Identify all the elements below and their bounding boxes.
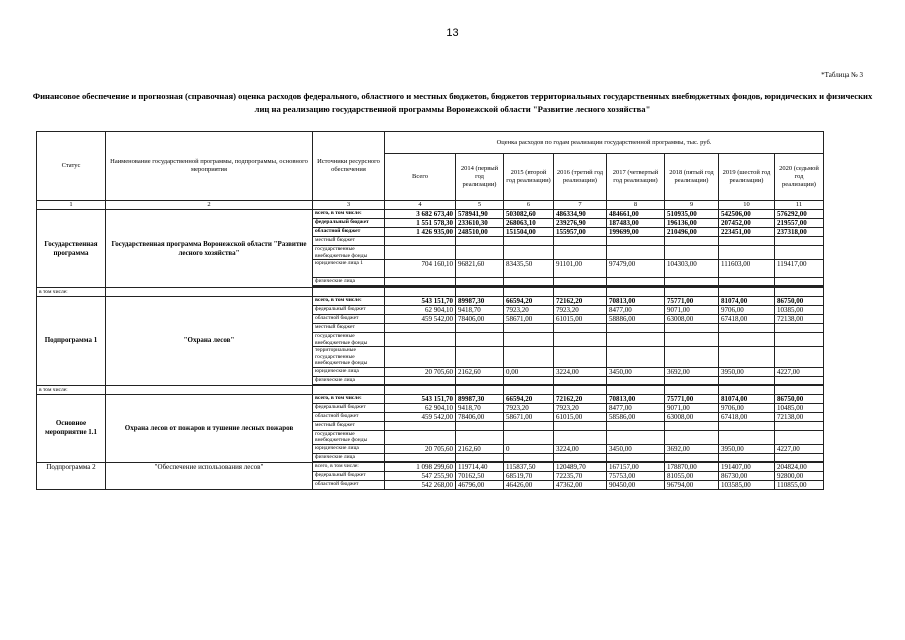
column-number-row [37,201,824,210]
source-label: государственные внебюджетные фонды [313,246,385,260]
budget-table [36,131,824,490]
value-cell: 89987,30 [456,394,504,403]
value-cell: 1 551 578,30 [385,219,456,228]
source-label: местный бюджет [313,324,385,333]
value-cell: 233610,30 [456,219,504,228]
value-cell: 543 151,70 [385,394,456,403]
source-label: всего, в том числе: [313,210,385,219]
column-number: 1 [37,201,106,210]
value-cell: 9071,00 [665,306,719,315]
table-reference: *Таблица № 3 [821,71,863,79]
column-number: 6 [504,201,554,210]
value-cell: 86730,00 [719,471,775,480]
value-cell: 104303,00 [665,260,719,278]
value-cell: 210496,00 [665,228,719,237]
source-label: физические лица [313,376,385,384]
value-cell: 248510,00 [456,228,504,237]
value-cell: 237318,00 [775,228,824,237]
header-name: Наименование государственной программы, подпрограммы, основного мероприятия [106,132,313,201]
in-that-number-label: в том числе: [37,288,106,297]
sub1-status: Подпрограмма 1 [37,297,106,386]
value-cell: 167157,00 [607,462,665,471]
value-cell: 68519,70 [504,471,554,480]
value-cell: 199699,00 [607,228,665,237]
page-number: 13 [446,27,459,39]
value-cell: 8477,00 [607,403,665,412]
program-name: Государственная программа Воронежской области "Развитие лесного хозяйства" [106,210,313,288]
source-label: местный бюджет [313,421,385,430]
value-cell: 120489,70 [554,462,607,471]
value-cell: 4227,00 [775,367,824,376]
value-cell: 578941,90 [456,210,504,219]
value-cell: 704 160,10 [385,260,456,278]
source-label: областной бюджет [313,315,385,324]
value-cell: 1 426 935,00 [385,228,456,237]
column-number: 10 [719,201,775,210]
value-cell: 90450,00 [607,480,665,489]
value-cell: 484661,00 [607,210,665,219]
program-status: Государственная программа [37,210,106,288]
column-number: 8 [607,201,665,210]
value-cell: 115837,50 [504,462,554,471]
value-cell: 58886,00 [607,315,665,324]
column-number: 2 [106,201,313,210]
value-cell: 191407,00 [719,462,775,471]
value-cell: 486334,90 [554,210,607,219]
value-cell: 7923,20 [504,403,554,412]
value-cell: 58671,00 [504,315,554,324]
value-cell: 75771,00 [665,394,719,403]
header-year: 2018 (пятый год реализации) [665,154,719,201]
value-cell: 1 098 299,60 [385,462,456,471]
value-cell: 70162,50 [456,471,504,480]
value-cell: 9418,70 [456,306,504,315]
main1-status: Основное мероприятие 1.1 [37,394,106,462]
value-cell: 20 705,60 [385,367,456,376]
value-cell: 10485,00 [775,403,824,412]
document-title: Финансовое обеспечение и прогнозная (справочная) оценка расходов федерального, областного и местных бюджетов, бюджетов территориальных государственных внебюджетных фондов, юридических и физических лиц на реализацию государственной программы Воронежской области "Развитие лесного хозяйства" [32,91,873,114]
column-number: 7 [554,201,607,210]
value-cell: 81074,00 [719,297,775,306]
value-cell: 155957,00 [554,228,607,237]
value-cell: 9418,70 [456,403,504,412]
sub1-name: "Охрана лесов" [106,297,313,386]
value-cell: 196136,00 [665,219,719,228]
value-cell: 86750,00 [775,297,824,306]
value-cell: 3950,00 [719,367,775,376]
header-status: Статус [37,132,106,201]
value-cell: 62 904,10 [385,403,456,412]
value-cell: 46796,00 [456,480,504,489]
header-year: 2020 (седьмой год реализации) [775,154,824,201]
value-cell: 9706,00 [719,306,775,315]
value-cell: 72235,70 [554,471,607,480]
value-cell: 2162,60 [456,367,504,376]
value-cell: 4227,00 [775,444,824,453]
value-cell: 110855,00 [775,480,824,489]
value-cell: 75771,00 [665,297,719,306]
value-cell: 543 151,70 [385,297,456,306]
value-cell: 62 904,10 [385,306,456,315]
value-cell: 3692,00 [665,444,719,453]
source-label: областной бюджет [313,480,385,489]
column-number: 11 [775,201,824,210]
sub2-status: Подпрограмма 2 [37,462,106,489]
value-cell: 542506,00 [719,210,775,219]
in-that-number-label: в том числе: [37,385,106,394]
source-label: государственные внебюджетные фонды [313,430,385,444]
value-cell: 223451,00 [719,228,775,237]
source-label: областной бюджет [313,412,385,421]
value-cell: 58671,00 [504,412,554,421]
value-cell: 61015,00 [554,412,607,421]
value-cell: 178870,00 [665,462,719,471]
source-label: областной бюджет [313,228,385,237]
value-cell: 459 542,00 [385,315,456,324]
source-label: физические лица [313,278,385,286]
value-cell: 72162,20 [554,394,607,403]
value-cell: 96794,00 [665,480,719,489]
value-cell: 66594,20 [504,394,554,403]
value-cell: 20 705,60 [385,444,456,453]
source-label: юридические лица 1 [313,260,385,278]
header-year: 2016 (третий год реализации) [554,154,607,201]
value-cell: 219557,00 [775,219,824,228]
value-cell: 2162,60 [456,444,504,453]
header-year: 2015 (второй год реализации) [504,154,554,201]
sub2-name: "Обеспечение использования лесов" [106,462,313,489]
value-cell: 58586,00 [607,412,665,421]
value-cell: 576292,00 [775,210,824,219]
source-label: государственные внебюджетные фонды [313,333,385,347]
value-cell: 81074,00 [719,394,775,403]
value-cell: 7923,20 [554,403,607,412]
value-cell: 9706,00 [719,403,775,412]
value-cell: 0 [504,444,554,453]
value-cell: 510935,00 [665,210,719,219]
column-number: 4 [385,201,456,210]
value-cell: 119417,00 [775,260,824,278]
header-year: 2017 (четвертый год реализации) [607,154,665,201]
value-cell: 187483,00 [607,219,665,228]
source-label: всего, в том числе: [313,394,385,403]
value-cell: 97479,00 [607,260,665,278]
source-label: всего, в том числе: [313,462,385,471]
value-cell: 268063,10 [504,219,554,228]
value-cell: 3224,00 [554,367,607,376]
value-cell: 78406,00 [456,412,504,421]
value-cell: 103585,00 [719,480,775,489]
value-cell: 542 268,00 [385,480,456,489]
value-cell: 67418,00 [719,315,775,324]
value-cell: 72138,00 [775,315,824,324]
value-cell: 7923,20 [554,306,607,315]
value-cell: 83435,50 [504,260,554,278]
value-cell: 547 255,90 [385,471,456,480]
value-cell: 63008,00 [665,412,719,421]
value-cell: 92800,00 [775,471,824,480]
value-cell: 66594,20 [504,297,554,306]
source-label: всего, в том числе: [313,297,385,306]
value-cell: 81055,00 [665,471,719,480]
value-cell: 96821,60 [456,260,504,278]
source-label: юридические лица [313,444,385,453]
value-cell: 91101,00 [554,260,607,278]
value-cell: 204824,00 [775,462,824,471]
column-number: 9 [665,201,719,210]
source-label: территориальные государственные внебюджетные фонды [313,347,385,368]
value-cell: 503082,60 [504,210,554,219]
value-cell: 75753,00 [607,471,665,480]
source-label: федеральный бюджет [313,219,385,228]
value-cell: 70813,00 [607,394,665,403]
value-cell: 72162,20 [554,297,607,306]
value-cell: 3950,00 [719,444,775,453]
value-cell: 459 542,00 [385,412,456,421]
value-cell: 70813,00 [607,297,665,306]
source-label: физические лица [313,453,385,461]
value-cell: 8477,00 [607,306,665,315]
value-cell: 3450,00 [607,444,665,453]
value-cell: 239276,90 [554,219,607,228]
value-cell: 3224,00 [554,444,607,453]
source-label: федеральный бюджет [313,403,385,412]
value-cell: 78406,00 [456,315,504,324]
header-estimate: Оценка расходов по годам реализации государственной программы, тыс. руб. [385,132,824,154]
value-cell: 3692,00 [665,367,719,376]
value-cell: 47362,00 [554,480,607,489]
header-year: 2019 (шестой год реализации) [719,154,775,201]
value-cell: 10385,00 [775,306,824,315]
source-label: местный бюджет [313,237,385,246]
value-cell: 151504,00 [504,228,554,237]
source-label: федеральный бюджет [313,471,385,480]
column-number: 3 [313,201,385,210]
value-cell: 67418,00 [719,412,775,421]
value-cell: 61015,00 [554,315,607,324]
value-cell: 9071,00 [665,403,719,412]
header-sources: Источники ресурсного обеспечения [313,132,385,201]
value-cell: 46426,00 [504,480,554,489]
value-cell: 86750,00 [775,394,824,403]
value-cell: 207452,00 [719,219,775,228]
header-year: 2014 (первый год реализации) [456,154,504,201]
source-label: юридические лица [313,367,385,376]
value-cell: 72138,00 [775,412,824,421]
value-cell: 7923,20 [504,306,554,315]
value-cell: 3 682 673,40 [385,210,456,219]
column-number: 5 [456,201,504,210]
value-cell: 63008,00 [665,315,719,324]
header-total: Всего [385,154,456,201]
main1-name: Охрана лесов от пожаров и тушение лесных пожаров [106,394,313,462]
value-cell: 3450,00 [607,367,665,376]
source-label: федеральный бюджет [313,306,385,315]
value-cell: 0,00 [504,367,554,376]
value-cell: 89987,30 [456,297,504,306]
value-cell: 111603,00 [719,260,775,278]
value-cell: 119714,40 [456,462,504,471]
